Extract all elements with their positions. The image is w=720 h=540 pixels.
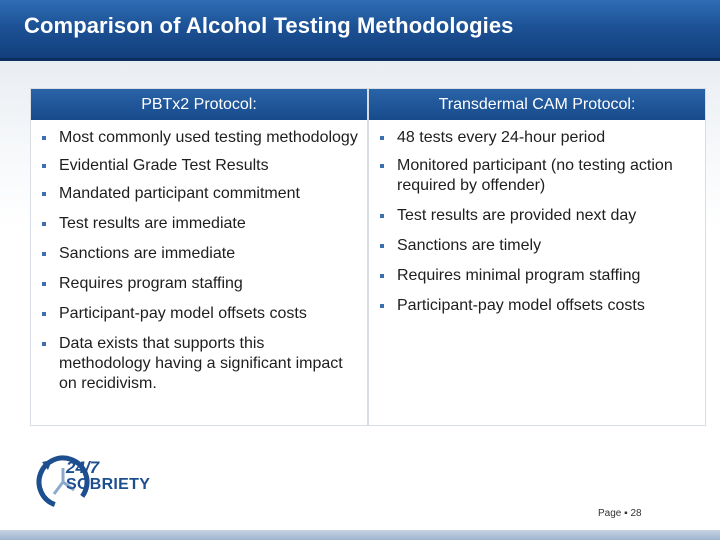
bullet-icon — [380, 274, 384, 278]
cam-protocol-column — [368, 88, 706, 426]
bullet-icon — [380, 214, 384, 218]
bullet-icon — [380, 164, 384, 168]
list-item: Participant-pay model offsets costs — [41, 304, 359, 324]
logo-text-247: 24/7 — [66, 458, 100, 477]
list-item: Test results are provided next day — [379, 206, 697, 226]
bullet-icon — [42, 136, 46, 140]
list-item: Sanctions are immediate — [41, 244, 359, 264]
list-item: Test results are immediate — [41, 214, 359, 234]
bullet-icon — [42, 312, 46, 316]
list-item: 48 tests every 24-hour period — [379, 128, 697, 148]
list-item: Requires program staffing — [41, 274, 359, 294]
title-banner — [0, 0, 720, 61]
bullet-icon — [380, 136, 384, 140]
bullet-icon — [42, 252, 46, 256]
pbt-protocol-list — [31, 120, 367, 394]
cam-protocol-heading — [369, 89, 705, 120]
list-item: Mandated participant commitment — [41, 184, 359, 204]
bullet-icon — [42, 282, 46, 286]
pbt-protocol-heading — [31, 89, 367, 120]
bullet-icon — [42, 164, 46, 168]
bullet-icon — [42, 222, 46, 226]
cam-protocol-list — [369, 120, 705, 316]
slide-title: Comparison of Alcohol Testing Methodologies — [24, 13, 514, 38]
bullet-icon — [42, 342, 46, 346]
bullet-icon — [380, 244, 384, 248]
list-item: Monitored participant (no testing action required by offender) — [379, 156, 697, 196]
pbt-protocol-column — [30, 88, 368, 426]
page-number: Page ▪ 28 — [598, 508, 642, 519]
list-item: Participant-pay model offsets costs — [379, 296, 697, 316]
list-item: Requires minimal program staffing — [379, 266, 697, 286]
list-item: Most commonly used testing methodology — [41, 128, 359, 148]
list-item: Evidential Grade Test Results — [41, 156, 359, 176]
list-item: Sanctions are timely — [379, 236, 697, 256]
footer-bar — [0, 530, 720, 540]
pbt-protocol-heading-text: PBTx2 Protocol: — [141, 96, 257, 113]
bullet-icon — [42, 192, 46, 196]
bullet-icon — [380, 304, 384, 308]
list-item: Data exists that supports this methodology having a significant impact on recidivism. — [41, 334, 359, 394]
cam-protocol-heading-text: Transdermal CAM Protocol: — [438, 96, 636, 113]
logo-text-sobriety: SOBRIETY — [66, 476, 151, 493]
